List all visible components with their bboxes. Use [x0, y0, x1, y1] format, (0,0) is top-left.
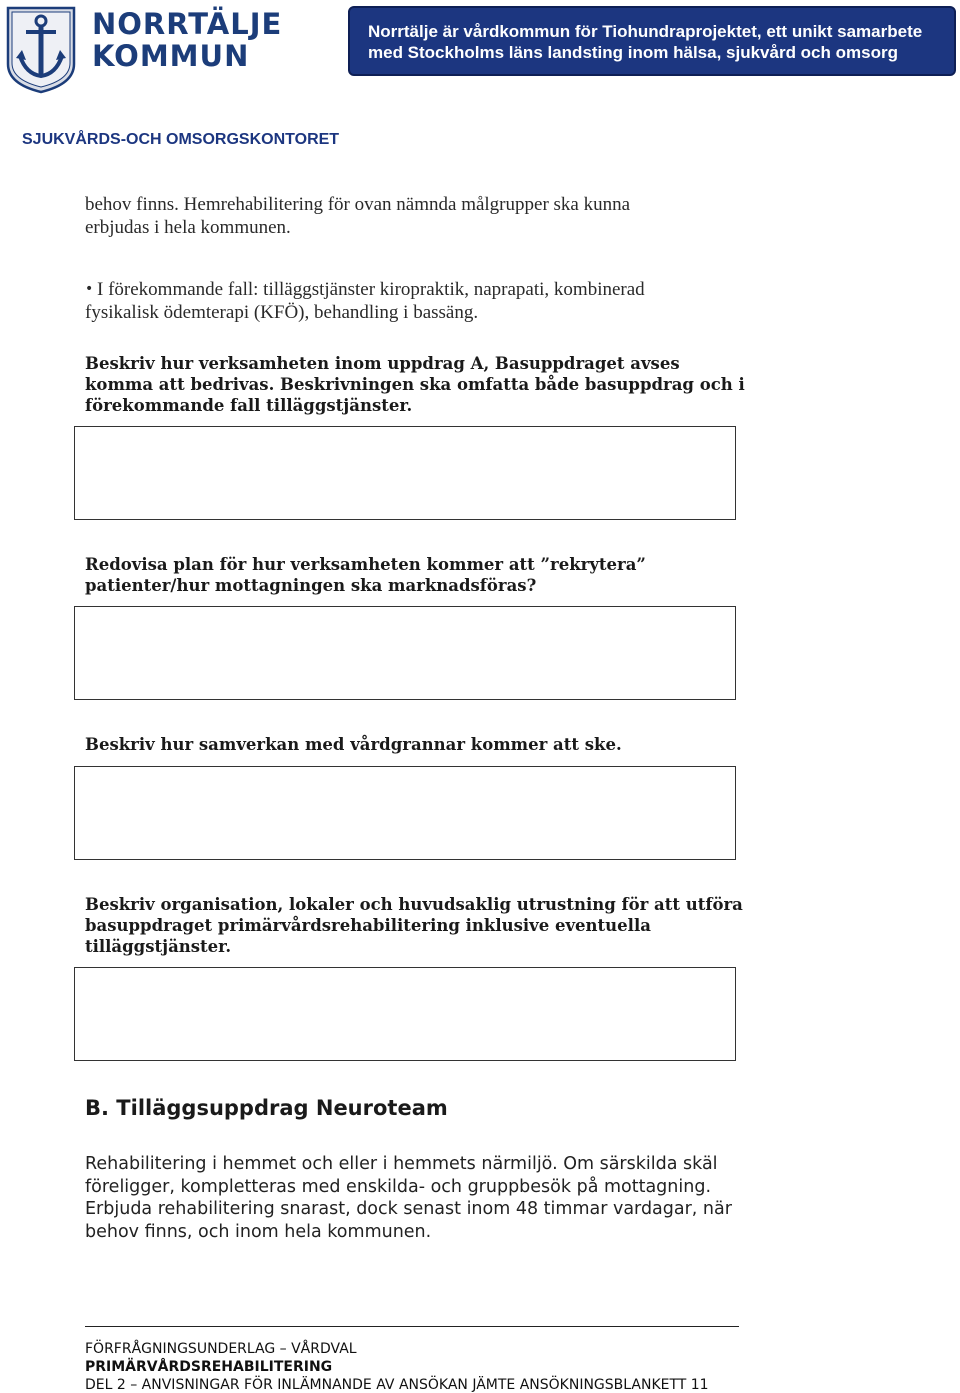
q2-line-1: Redovisa plan för hur verksamheten kommer att ”rekrytera”	[85, 555, 646, 574]
q1-line-3: förekommande fall tilläggstjänster.	[85, 396, 413, 415]
q4-line-1: Beskriv organisation, lokaler och huvudsaklig utrustning för att utföra	[85, 895, 743, 914]
section-b-heading: B. Tilläggsuppdrag Neuroteam	[85, 1096, 448, 1120]
intro-line-2: erbjudas i hela kommunen.	[85, 217, 291, 238]
footer-line-3: DEL 2 – ANVISNINGAR FÖR INLÄMNANDE AV ANSÖKAN JÄMTE ANSÖKNINGSBLANKETT 11	[85, 1377, 709, 1393]
logo-line-1: NORRTÄLJE	[92, 7, 283, 41]
bullet-line-2: fysikalisk ödemterapi (KFÖ), behandling i bassäng.	[85, 302, 479, 323]
municipality-logo-text	[92, 8, 292, 72]
q1-line-1: Beskriv hur verksamheten inom uppdrag A, Basuppdraget avses	[85, 354, 680, 373]
office-name: SJUKVÅRDS-OCH OMSORGSKONTORET	[22, 131, 340, 148]
footer-line-2: PRIMÄRVÅRDSREHABILITERING	[85, 1359, 333, 1375]
answer-box-organisation[interactable]	[74, 967, 736, 1061]
banner-line-2: med Stockholms läns landsting inom hälsa, sjukvård och omsorg	[368, 43, 898, 62]
question-samverkan	[85, 734, 745, 755]
intro-line-1: behov finns. Hemrehabilitering för ovan nämnda målgrupper ska kunna	[85, 194, 631, 215]
q4-line-3: tilläggstjänster.	[85, 937, 232, 956]
anchor-shield-icon	[6, 6, 76, 94]
b-line-4: behov finns, och inom hela kommunen.	[85, 1221, 432, 1242]
bullet-item-continuation	[85, 301, 765, 324]
footer-line-1: FÖRFRÅGNINGSUNDERLAG – VÅRDVAL	[85, 1341, 357, 1357]
q2-line-2: patienter/hur mottagningen ska marknadsföras?	[85, 576, 537, 595]
banner-line-1: Norrtälje är vårdkommun för Tiohundraprojektet, ett unikt samarbete	[368, 22, 923, 41]
question-rekrytera	[85, 554, 745, 596]
question-organisation	[85, 894, 745, 957]
q1-line-2: komma att bedrivas. Beskrivningen ska omfatta både basuppdrag och i	[85, 375, 745, 394]
b-line-2: föreligger, kompletteras med enskilda- och gruppbesök på mottagning.	[85, 1176, 712, 1197]
footer-divider	[85, 1326, 739, 1327]
bullet-line-1: I förekommande fall: tilläggstjänster kiropraktik, naprapati, kombinerad	[97, 279, 645, 300]
answer-box-rekrytera[interactable]	[74, 606, 736, 700]
q3-line-1: Beskriv hur samverkan med vårdgrannar kommer att ske.	[85, 735, 622, 754]
answer-box-samverkan[interactable]	[74, 766, 736, 860]
bullet-item	[97, 278, 777, 301]
logo-line-2: KOMMUN	[92, 39, 250, 73]
b-line-1: Rehabilitering i hemmet och eller i hemmets närmiljö. Om särskilda skäl	[85, 1154, 718, 1174]
section-b-paragraph	[85, 1153, 745, 1243]
intro-paragraph	[85, 193, 765, 239]
bullet-dot-icon: •	[85, 281, 94, 297]
q4-line-2: basuppdraget primärvårdsrehabilitering inklusive eventuella	[85, 916, 651, 935]
answer-box-basuppdrag[interactable]	[74, 426, 736, 520]
b-line-3: Erbjuda rehabilitering snarast, dock senast inom 48 timmar vardagar, när	[85, 1199, 732, 1219]
question-basuppdrag	[85, 353, 745, 416]
header-banner	[348, 6, 956, 76]
